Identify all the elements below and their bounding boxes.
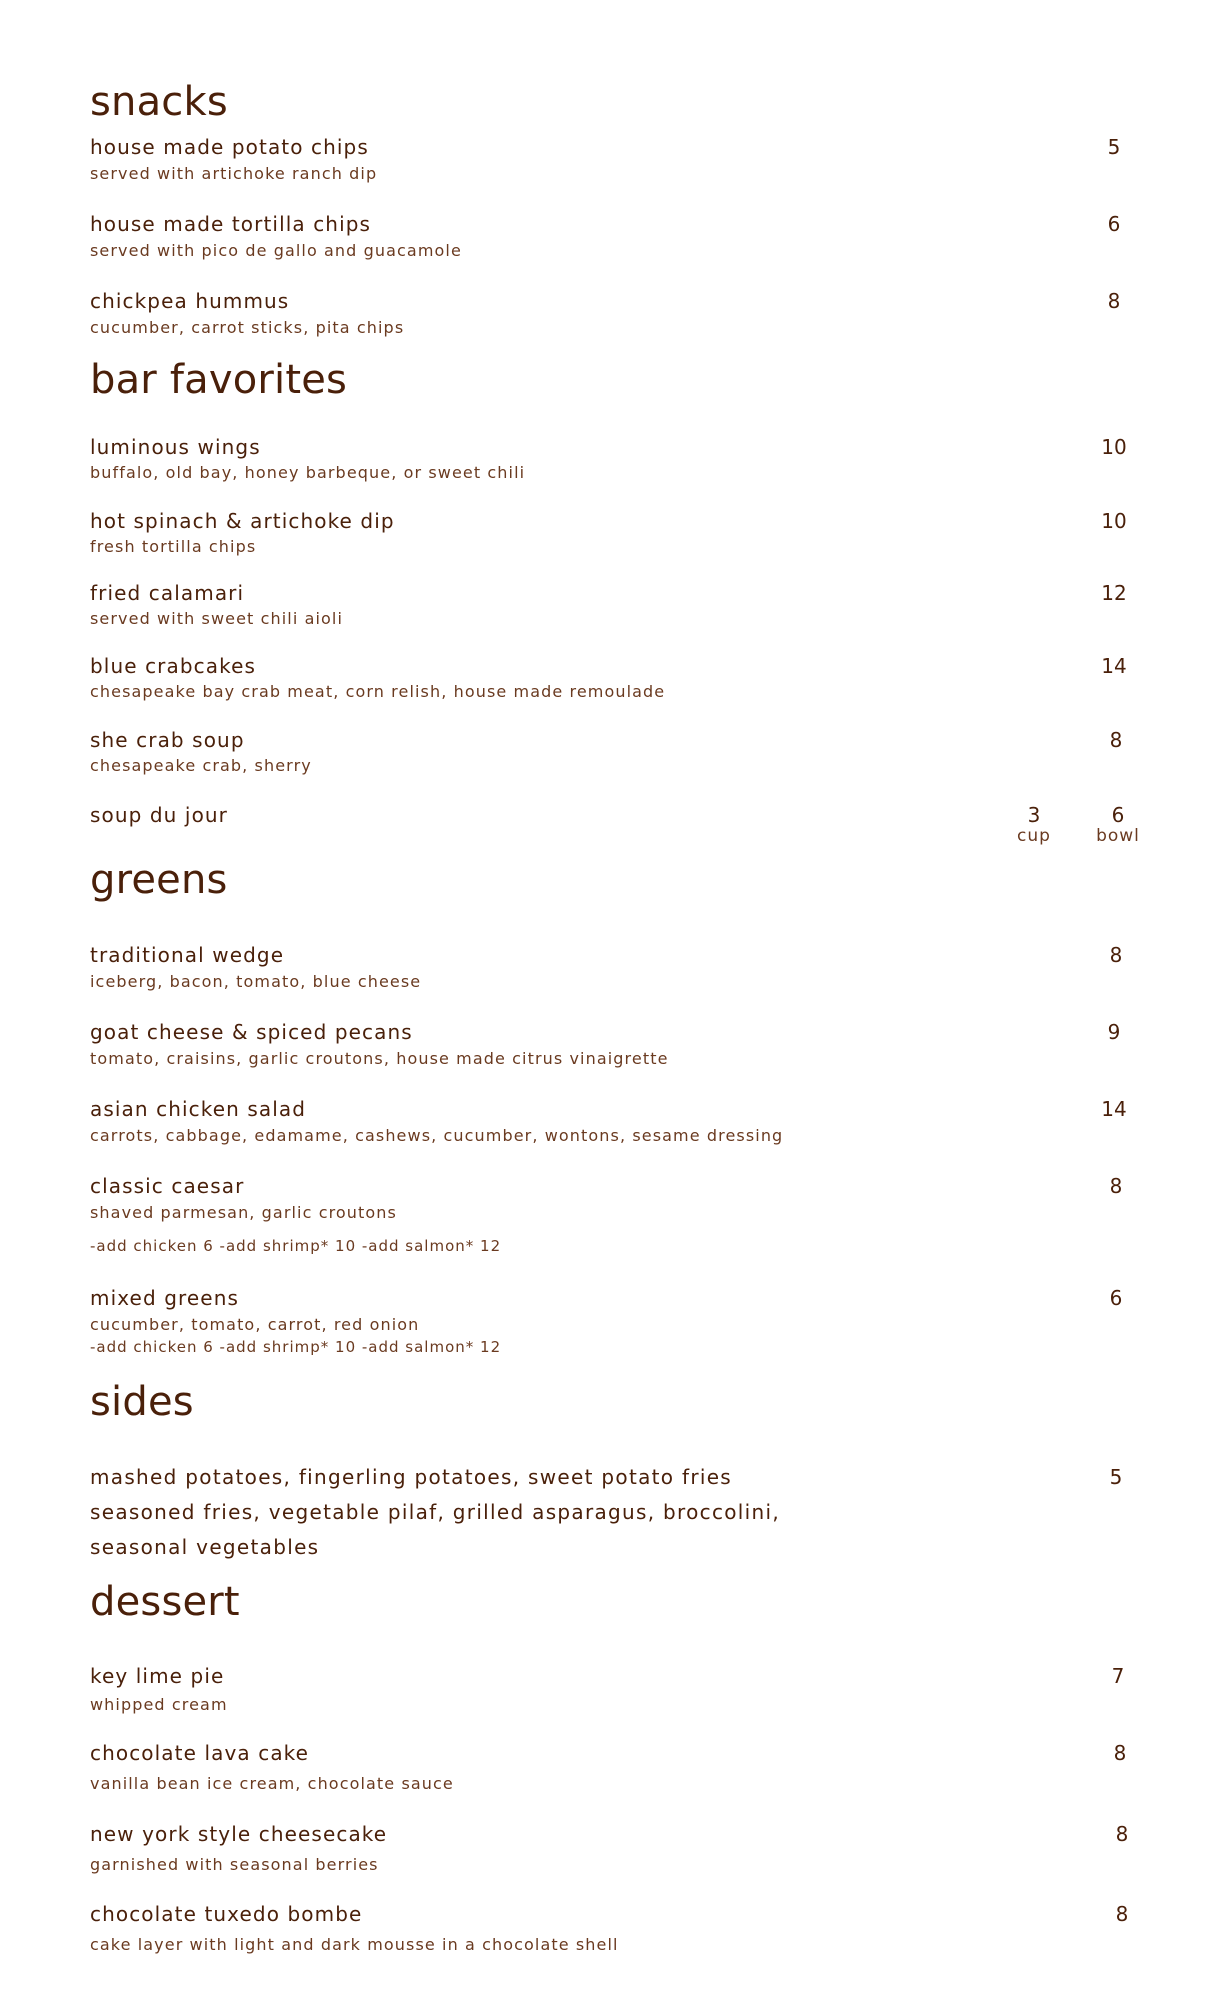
- item-description: chesapeake crab, sherry: [90, 756, 312, 775]
- item-description: whipped cream: [90, 1695, 228, 1714]
- item-description: shaved parmesan, garlic croutons: [90, 1203, 397, 1222]
- item-price: 6: [1109, 1286, 1123, 1310]
- sides-price: 5: [1109, 1465, 1123, 1489]
- item-name: classic caesar: [90, 1174, 245, 1198]
- item-price: 8: [1109, 728, 1123, 752]
- item-name: blue crabcakes: [90, 654, 257, 678]
- bowl-label: bowl: [1096, 826, 1140, 846]
- item-price: 5: [1107, 135, 1121, 159]
- item-name: house made potato chips: [90, 135, 369, 159]
- bowl-price: 6: [1111, 803, 1125, 827]
- item-addons: -add chicken 6 -add shrimp* 10 -add salmon* 12: [90, 1237, 502, 1255]
- item-description: cucumber, tomato, carrot, red onion: [90, 1315, 420, 1334]
- item-price: 8: [1115, 1902, 1129, 1926]
- item-name: key lime pie: [90, 1664, 225, 1688]
- item-description: served with artichoke ranch dip: [90, 164, 378, 183]
- item-price: 10: [1101, 435, 1127, 459]
- item-name-soup-du-jour: soup du jour: [90, 803, 229, 827]
- item-description: iceberg, bacon, tomato, blue cheese: [90, 972, 422, 991]
- item-description: vanilla bean ice cream, chocolate sauce: [90, 1774, 454, 1793]
- cup-price: 3: [1027, 803, 1041, 827]
- item-price: 6: [1107, 212, 1121, 236]
- item-price: 9: [1107, 1020, 1121, 1044]
- cup-label: cup: [1017, 826, 1051, 846]
- section-title-snacks: snacks: [90, 79, 228, 125]
- item-name: house made tortilla chips: [90, 212, 372, 236]
- section-title-greens: greens: [90, 857, 228, 903]
- item-name: chocolate tuxedo bombe: [90, 1902, 363, 1926]
- item-price: 8: [1107, 289, 1121, 313]
- item-description: served with sweet chili aioli: [90, 609, 344, 628]
- item-price: 7: [1111, 1664, 1125, 1688]
- item-description: fresh tortilla chips: [90, 537, 257, 556]
- item-description: cake layer with light and dark mousse in a chocolate shell: [90, 1935, 619, 1954]
- item-name: luminous wings: [90, 435, 261, 459]
- item-name: goat cheese & spiced pecans: [90, 1020, 413, 1044]
- item-price: 8: [1115, 1822, 1129, 1846]
- item-addons: -add chicken 6 -add shrimp* 10 -add salmon* 12: [90, 1338, 502, 1356]
- section-title-bar-favorites: bar favorites: [90, 357, 348, 403]
- sides-line: mashed potatoes, fingerling potatoes, sweet potato fries: [90, 1465, 733, 1489]
- item-description: chesapeake bay crab meat, corn relish, house made remoulade: [90, 682, 666, 701]
- item-price: 8: [1109, 1174, 1123, 1198]
- item-name: new york style cheesecake: [90, 1822, 388, 1846]
- section-title-dessert: dessert: [90, 1579, 240, 1625]
- item-price: 10: [1101, 509, 1127, 533]
- sides-line: seasonal vegetables: [90, 1535, 320, 1559]
- item-name: fried calamari: [90, 581, 245, 605]
- item-price: 12: [1101, 581, 1127, 605]
- item-name: chickpea hummus: [90, 289, 290, 313]
- item-name: hot spinach & artichoke dip: [90, 509, 395, 533]
- item-name: chocolate lava cake: [90, 1741, 310, 1765]
- item-name: mixed greens: [90, 1286, 240, 1310]
- item-price: 8: [1113, 1741, 1127, 1765]
- item-price: 8: [1109, 943, 1123, 967]
- item-description: garnished with seasonal berries: [90, 1855, 379, 1874]
- item-price: 14: [1101, 654, 1127, 678]
- item-price: 14: [1101, 1097, 1127, 1121]
- item-description: buffalo, old bay, honey barbeque, or sweet chili: [90, 463, 526, 482]
- item-description: cucumber, carrot sticks, pita chips: [90, 318, 405, 337]
- item-description: served with pico de gallo and guacamole: [90, 241, 462, 260]
- section-title-sides: sides: [90, 1379, 194, 1425]
- item-description: carrots, cabbage, edamame, cashews, cucumber, wontons, sesame dressing: [90, 1126, 784, 1145]
- item-description: tomato, craisins, garlic croutons, house made citrus vinaigrette: [90, 1049, 669, 1068]
- item-name: she crab soup: [90, 728, 245, 752]
- item-name: traditional wedge: [90, 943, 285, 967]
- sides-line: seasoned fries, vegetable pilaf, grilled asparagus, broccolini,: [90, 1500, 781, 1524]
- item-name: asian chicken salad: [90, 1097, 307, 1121]
